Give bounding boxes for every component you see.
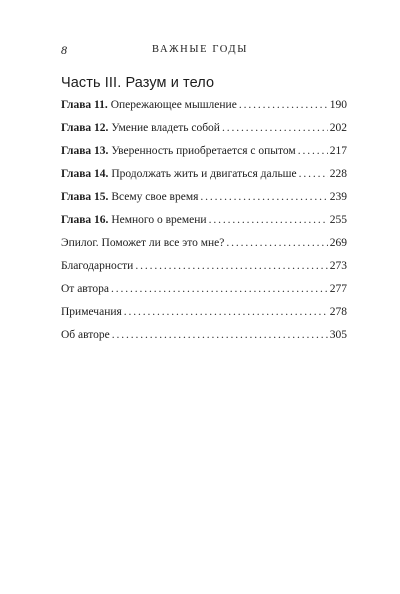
toc-entry-chapter-14 [61,168,347,191]
toc-entry-chapter-11 [61,99,347,122]
toc-entry-chapter-15 [61,191,347,214]
dot-leader [111,283,328,295]
toc-entry-chapter-12 [61,122,347,145]
dot-leader [135,260,327,272]
chapter-title: Продолжать жить и двигаться дальше [111,168,297,180]
entry-title: Благодарности [61,260,134,272]
dot-leader [209,214,328,226]
chapter-page-number: 239 [329,191,347,203]
toc-entry-acknowledgments [61,260,347,283]
dot-leader [239,99,328,111]
running-head [61,43,339,59]
chapter-page-number: 190 [329,99,347,111]
chapter-label: Глава 16. [61,214,109,226]
toc-entry-chapter-16 [61,214,347,237]
entry-title: От автора [61,283,109,295]
toc-entry-notes [61,306,347,329]
page-number: 8 [61,43,67,57]
chapter-label: Глава 11. [61,99,108,111]
back-matter-list [61,237,347,352]
entry-page-number: 305 [329,329,347,341]
dot-leader [112,329,328,341]
chapter-page-number: 255 [329,214,347,226]
dot-leader [298,145,328,157]
dot-leader [299,168,328,180]
book-title: ВАЖНЫЕ ГОДЫ [152,44,248,55]
chapter-label: Глава 15. [61,191,109,203]
toc-entry-epilogue [61,237,347,260]
chapter-title: Немного о времени [111,214,207,226]
chapter-label: Глава 14. [61,168,109,180]
dot-leader [226,237,327,249]
chapter-title: Опережающее мышление [110,99,237,111]
dot-leader [124,306,328,318]
entry-page-number: 278 [329,306,347,318]
chapter-page-number: 217 [329,145,347,157]
chapter-label: Глава 13. [61,145,109,157]
toc-entry-authors-note [61,283,347,306]
entry-page-number: 273 [329,260,347,272]
toc-entry-about-author [61,329,347,352]
chapter-label: Глава 12. [61,122,109,134]
entry-page-number: 277 [329,283,347,295]
chapter-page-number: 202 [329,122,347,134]
dot-leader [200,191,327,203]
chapter-title: Умение владеть собой [111,122,220,134]
entry-title: Эпилог. Поможет ли все это мне? [61,237,225,249]
dot-leader [222,122,328,134]
chapter-title: Уверенность приобретается с опытом [111,145,296,157]
entry-title: Об авторе [61,329,110,341]
entry-title: Примечания [61,306,122,318]
part-title: Часть III. Разум и тело [61,75,215,91]
entry-page-number: 269 [329,237,347,249]
toc-entry-chapter-13 [61,145,347,168]
chapter-page-number: 228 [329,168,347,180]
chapter-list [61,99,347,237]
chapter-title: Всему свое время [111,191,199,203]
